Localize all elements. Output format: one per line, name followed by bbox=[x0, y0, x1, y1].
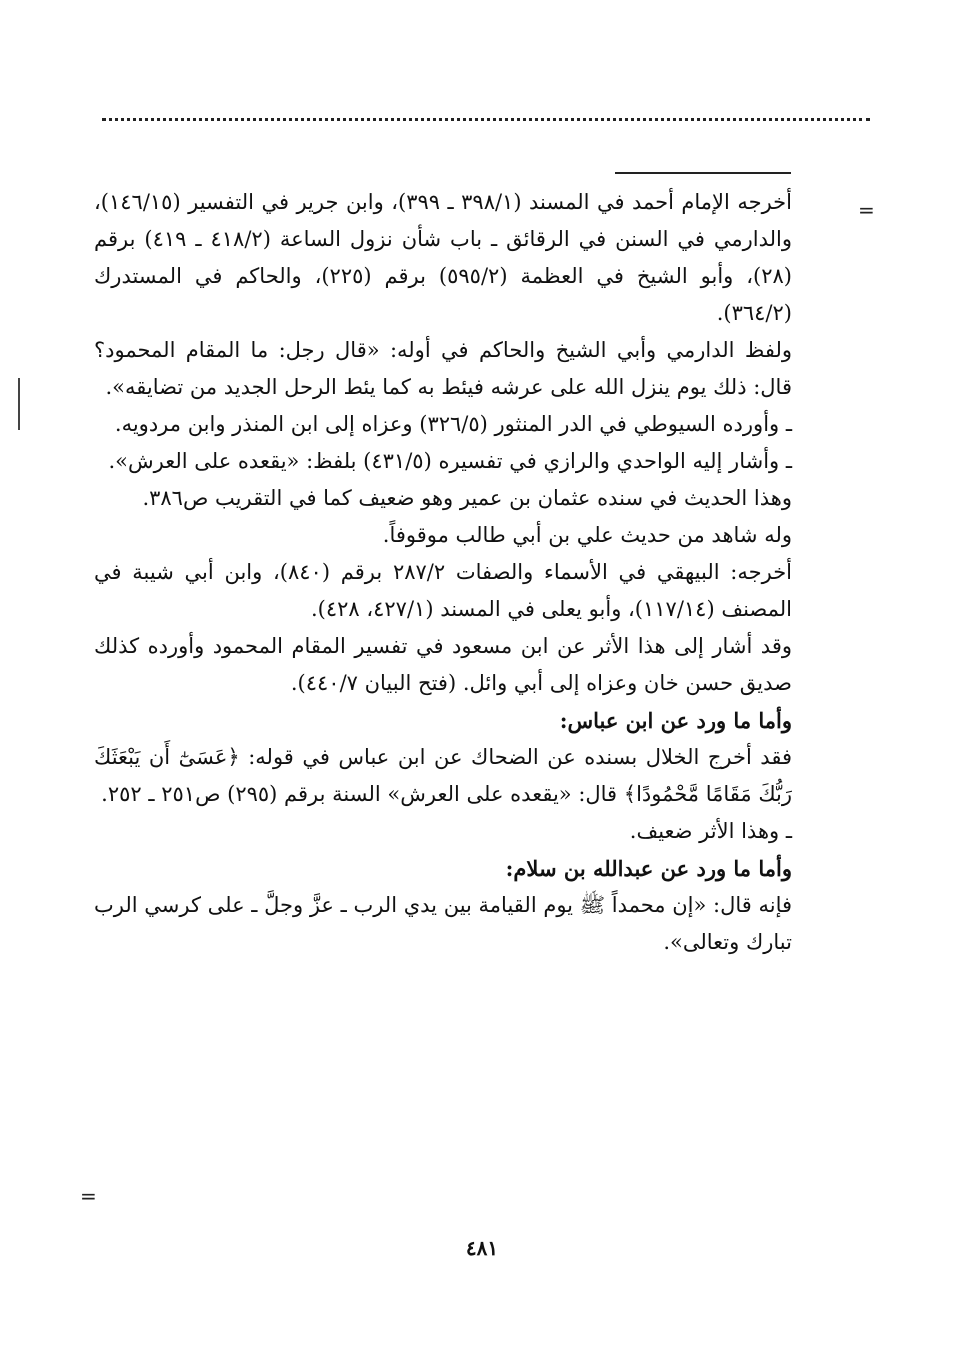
paragraph-darimi-wording: ولفظ الدارمي وأبي الشيخ والحاكم في أوله: «قال رجل: ما المقام المحمود؟ قال: ذلك يوم ينزل الله على عرشه فيئط به كما يئط الرحل الجديد من تضايقه». bbox=[94, 338, 792, 399]
page-number: ٤٨١ bbox=[465, 1236, 499, 1260]
paragraph-khallal: فقد أخرج الخلال بسنده عن الضحاك عن ابن عباس في قوله: ﴿عَسَىٰٓ أَن يَبْعَثَكَ رَبُّكَ مَقَامًا مَّحْمُودًا﴾ قال: «يقعده على العرش» السنة برقم (٢٩٥) ص٢٥١ ـ ٢٥٢. bbox=[94, 745, 792, 806]
heading-abdullah-bin-salam: وأما ما ورد عن عبدالله بن سلام: bbox=[505, 856, 792, 881]
header-dotted-rule bbox=[102, 118, 870, 121]
paragraph-abdullah-quote: فإنه قال: «إن محمداً ﷺ يوم القيامة بين يدي الرب ـ عزَّ وجلَّ ـ على كرسي الرب تبارك وتعالى». bbox=[94, 893, 792, 954]
paragraph-shahid-ali: وله شاهد من حديث علي بن أبي طالب موقوفاً. bbox=[382, 523, 792, 547]
margin-vertical-line bbox=[18, 378, 20, 430]
paragraph-athar-weak: ـ وهذا الأثر ضعيف. bbox=[629, 819, 792, 843]
continuation-mark-bottom: = bbox=[80, 1184, 97, 1208]
paragraph-ibn-masud: وقد أشار إلى هذا الأثر عن ابن مسعود في تفسير المقام المحمود وأورده كذلك صديق حسن خان وعزاه إلى أبي وائل. (فتح البيان ٤٤٠/٧). bbox=[94, 634, 792, 695]
continuation-mark-top: = bbox=[858, 198, 875, 222]
paragraph-takhrij-ahmad: أخرجه الإمام أحمد في المسند (٣٩٨/١ ـ ٣٩٩)، وابن جرير في التفسير (١٤٦/١٥)، والدارمي في السنن في الرقائق ـ باب شأن نزول الساعة (٤١٨/٢ ـ ٤١٩) برقم (٢٨)، وأبو الشيخ في العظمة (٥٩٥/٢) برقم (٢٢٥)، والحاكم في المستدرك (٣٦٤/٢). bbox=[94, 190, 792, 325]
footnote-text-block bbox=[94, 184, 792, 961]
footnote-separator-rule bbox=[615, 172, 791, 174]
paragraph-wahidi-razi: ـ وأشار إليه الواحدي والرازي في تفسيره (٤٣١/٥) بلفظ: «يقعده على العرش». bbox=[108, 449, 792, 473]
paragraph-suyuti: ـ وأورده السيوطي في الدر المنثور (٣٢٦/٥) وعزاه إلى ابن المنذر وابن مردويه. bbox=[114, 412, 792, 436]
paragraph-takhrij-bayhaqi: أخرجه: البيهقي في الأسماء والصفات ٢٨٧/٢ برقم (٨٤٠)، وابن أبي شيبة في المصنف (١١٧/١٤)، وأبو يعلى في المسند (٤٢٧/١، ٤٢٨). bbox=[94, 560, 793, 621]
heading-ibn-abbas: وأما ما ورد عن ابن عباس: bbox=[559, 708, 792, 733]
paragraph-isnad-weak: وهذا الحديث في سنده عثمان بن عمير وهو ضعيف كما في التقريب ص٣٨٦. bbox=[142, 486, 792, 510]
